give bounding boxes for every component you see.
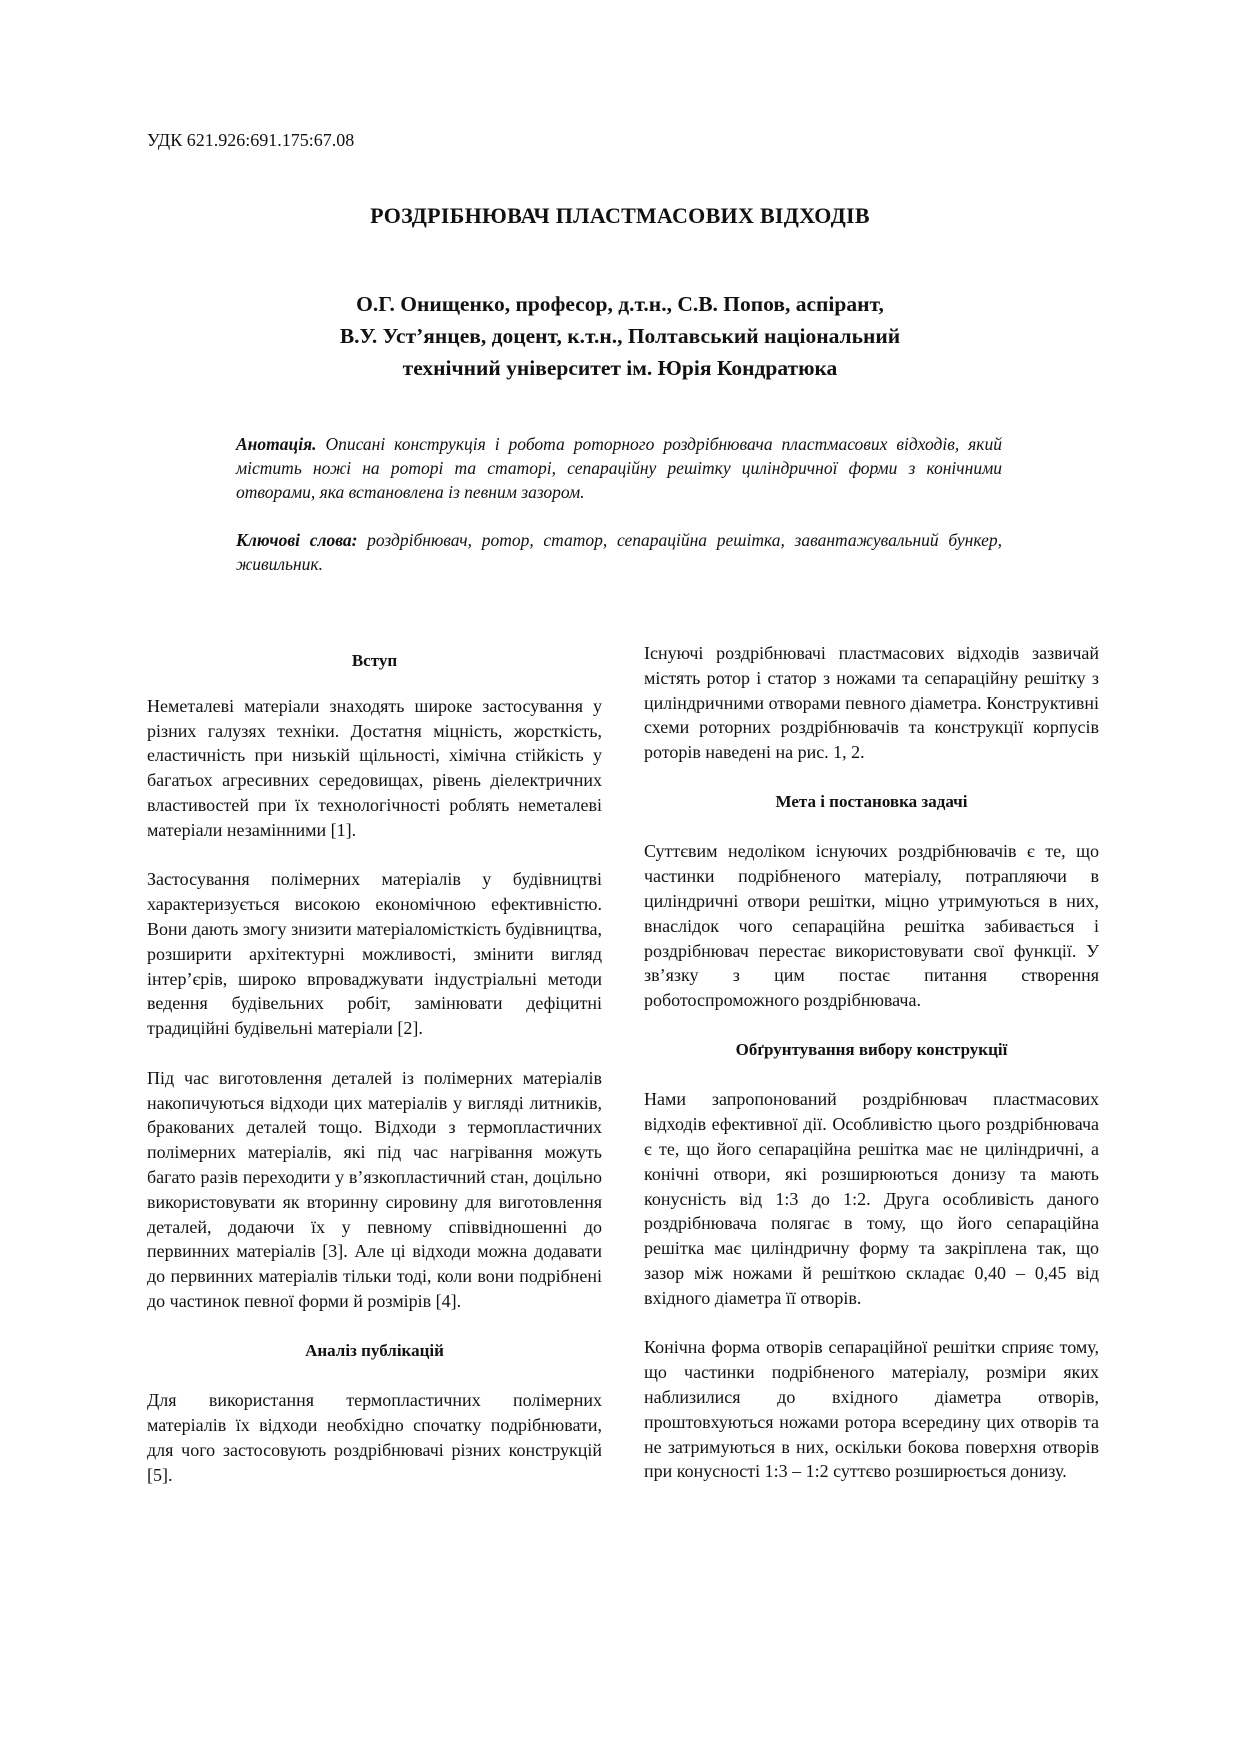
annotation xyxy=(236,432,1002,504)
paragraph: Неметалеві матеріали знаходять широке застосування у різних галузях техніки. Достатня міцність, жорсткість, еластичність при низькій щільності, хімічна стійкість у багатьох агресивних середовищах, рівень діелектричних властивостей при їх технологічності роблять неметалеві матеріали незамінними [1]. xyxy=(147,695,602,840)
right-column xyxy=(644,645,1099,1509)
keywords xyxy=(236,528,1002,576)
left-column xyxy=(147,645,602,1512)
author-block xyxy=(200,288,1040,384)
paper-title: РОЗДРІБНЮВАЧ ПЛАСТМАСОВИХ ВІДХОДІВ xyxy=(370,203,870,228)
keywords-label: Ключові слова: xyxy=(236,530,358,550)
author-line: О.Г. Онищенко, професор, д.т.н., С.В. Попов, аспірант, xyxy=(356,292,884,316)
paragraph: Застосування полімерних матеріалів у будівництві характеризується високою економічною ефективністю. Вони дають змогу знизити матеріаломісткість будівництва, розширити архітектурні можливості, змінити вигляд інтер’єрів, широко впроваджувати індустріальні методи ведення будівельних робіт, замінювати дефіцитні традиційні будівельні матеріали [2]. xyxy=(147,869,602,1039)
paragraph: Існуючі роздрібнювачі пластмасових відходів зазвичай містять ротор і статор з ножами та сепараційну решітку з циліндричними отворами певного діаметра. Конструктивні схеми роторних роздрібнювачів та конструкції корпусів роторів наведені на рис. 1, 2. xyxy=(644,643,1099,763)
keywords-text: роздрібнювач, ротор, статор, сепараційна решітка, завантажувальний бункер, живильник. xyxy=(236,530,1002,574)
paragraph: Під час виготовлення деталей із полімерних матеріалів накопичуються відходи цих матеріалів у вигляді литників, бракованих деталей тощо. Відходи з термопластичних полімерних матеріалів, які під час нагрівання можуть багато разів переходити у в’язкопластичний стан, доцільно використовувати як вторинну сировину для виготовлення деталей, додаючи їх у певному співвідношенні до первинних матеріалів [3]. Але ці відходи можна додавати до первинних матеріалів тільки тоді, коли вони подрібнені до частинок певної форми й розмірів [4]. xyxy=(147,1067,602,1311)
annotation-text: Описані конструкція і робота роторного роздрібнювача пластмасових відходів, який містить ножі на роторі та статорі, сепараційну решітку циліндричної форми з конічними отворами, яка встановлена із певним зазором. xyxy=(236,434,1002,502)
section-heading-intro: Вступ xyxy=(351,651,398,670)
author-line: технічний університет ім. Юрія Кондратюка xyxy=(402,356,838,380)
section-heading-design: Обґрунтування вибору конструкції xyxy=(735,1039,1008,1059)
udk-code: УДК 621.926:691.175:67.08 xyxy=(147,130,355,150)
paragraph: Для використання термопластичних полімерних матеріалів їх відходи необхідно спочатку подрібнювати, для чого застосовують роздрібнювачі різних конструкцій [5]. xyxy=(147,1390,602,1485)
paragraph: Суттєвим недоліком існуючих роздрібнювачів є те, що частинки подрібненого матеріалу, потрапляючи в циліндричні отвори решітки, міцно утримуються в них, внаслідок чого сепараційна решітка забивається і роздрібнювач перестає використовувати свої функції. У зв’язку з цим постає питання створення роботоспроможного роздрібнювача. xyxy=(644,841,1099,1011)
paragraph: Конічна форма отворів сепараційної решітки сприяє тому, що частинки подрібненого матеріалу, розміри яких наблизилися до вхідного діаметра отворів, проштовхуються ножами ротора всередину цих отворів та не затримуються в них, оскільки бокова поверхня отворів при конусності 1:3 – 1:2 суттєво розширюється донизу. xyxy=(644,1337,1099,1482)
paragraph: Нами запропонований роздрібнювач пластмасових відходів ефективної дії. Особливістю цього роздрібнювача є те, що його сепараційна решітка має не циліндричні, а конічні отвори, які розширюються донизу та мають конусність від 1:3 до 1:2. Друга особливість даного роздрібнювача полягає в тому, що його сепараційна решітка має циліндричну форму та закріплена так, що зазор між ножами й решіткою складає 0,40 – 0,45 від вхідного діаметра її отворів. xyxy=(644,1089,1099,1308)
section-heading-goal: Мета і постановка задачі xyxy=(775,791,968,811)
section-heading-analysis: Аналіз публікацій xyxy=(305,1340,444,1360)
author-line: В.У. Уст’янцев, доцент, к.т.н., Полтавський національний xyxy=(339,324,901,348)
annotation-label: Анотація. xyxy=(236,434,317,454)
